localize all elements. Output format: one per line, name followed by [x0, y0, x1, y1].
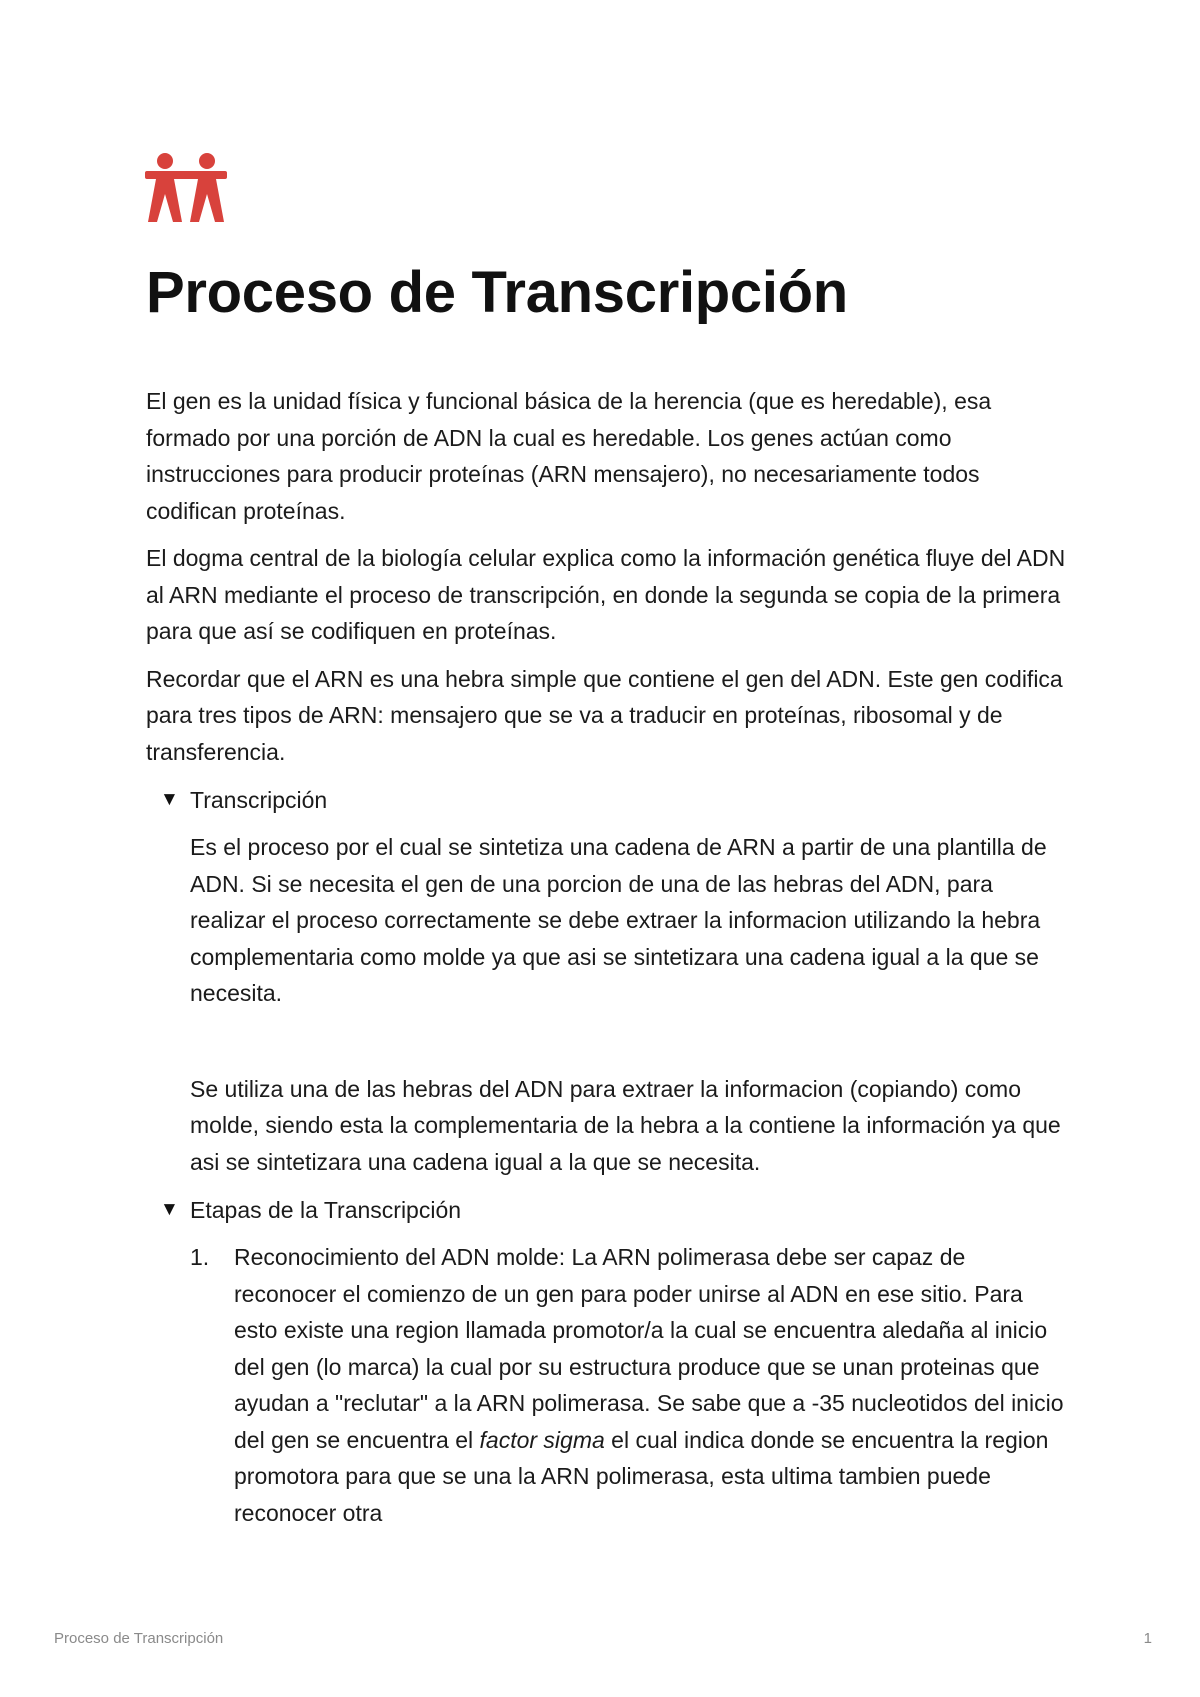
text-run: Reconocimiento del ADN molde: La ARN polimerasa debe ser capaz de reconocer el comienzo de un gen para poder unirse al ADN en ese sitio. Para esto existe una region llamada promotor/a la cual se encuentra aledaña al inicio del gen (lo marca) la cual por su estructura produce que se unan proteinas que ayudan a "reclutar" a la ARN polimerasa. Se sabe que a -35 nucleotidos del inicio del gen se encuentra el: [234, 1244, 1064, 1453]
toggle-etapas: [146, 1191, 1066, 1531]
page-number: 1: [1143, 1630, 1152, 1647]
document-body: [146, 383, 1066, 1531]
paragraph: Se utiliza una de las hebras del ADN para extraer la informacion (copiando) como molde, siendo esta la complementaria de la hebra a la contiene la información ya que asi se sintetizara una cadena igual a la que se necesita.: [190, 1075, 1061, 1175]
list-item-text: [234, 1239, 1066, 1531]
paragraph: Recordar que el ARN es una hebra simple que contiene el gen del ADN. Este gen codifica para tres tipos de ARN: mensajero que se va a traducir en proteínas, ribosomal y de transferencia.: [146, 665, 1063, 765]
footer-title: Proceso de Transcripción: [54, 1630, 224, 1647]
text-run: el cual indica donde se encuentra la region promotora para que se una la ARN polimerasa, esta ultima tambien puede reconocer otra: [234, 1426, 1049, 1526]
triangle-down-icon[interactable]: ▼: [160, 1198, 179, 1220]
italic-term: factor sigma: [479, 1426, 605, 1453]
toggle-header[interactable]: [160, 1191, 1066, 1229]
triangle-down-icon[interactable]: ▼: [160, 788, 179, 810]
toggle-label: Transcripción: [190, 786, 328, 813]
list-item: [190, 1239, 1066, 1531]
empty-block: [190, 1023, 1066, 1071]
paragraph: El dogma central de la biología celular explica como la información genética fluye del ADN al ARN mediante el proceso de transcripción, en donde la segunda se copia de la primera para que así se codifiquen en proteínas.: [146, 545, 1066, 644]
toggle-content: [190, 1239, 1066, 1531]
paragraph: Es el proceso por el cual se sintetiza una cadena de ARN a partir de una plantilla de ADN. Si se necesita el gen de una porcion de una de las hebras del ADN, para realizar el proceso correctamente se debe extraer la informacion utilizando la hebra complementaria como molde ya que asi se sintetizara una cadena igual a la que se necesita.: [190, 834, 1047, 1006]
paragraph: El gen es la unidad física y funcional básica de la herencia (que es heredable), esa formado por una porción de ADN la cual es heredable. Los genes actúan como instrucciones para producir proteínas (ARN mensajero), no necesariamente todos codifican proteínas.: [146, 388, 992, 524]
toggle-header[interactable]: [160, 781, 1066, 819]
list-number: 1.: [190, 1244, 210, 1270]
numbered-list: [190, 1239, 1066, 1531]
toggle-label: Etapas de la Transcripción: [190, 1196, 462, 1223]
toggle-content: [190, 829, 1066, 1180]
toggle-transcripcion: [146, 781, 1066, 1180]
people-icon: [145, 152, 227, 222]
page-title: Proceso de Transcripción: [146, 260, 848, 325]
